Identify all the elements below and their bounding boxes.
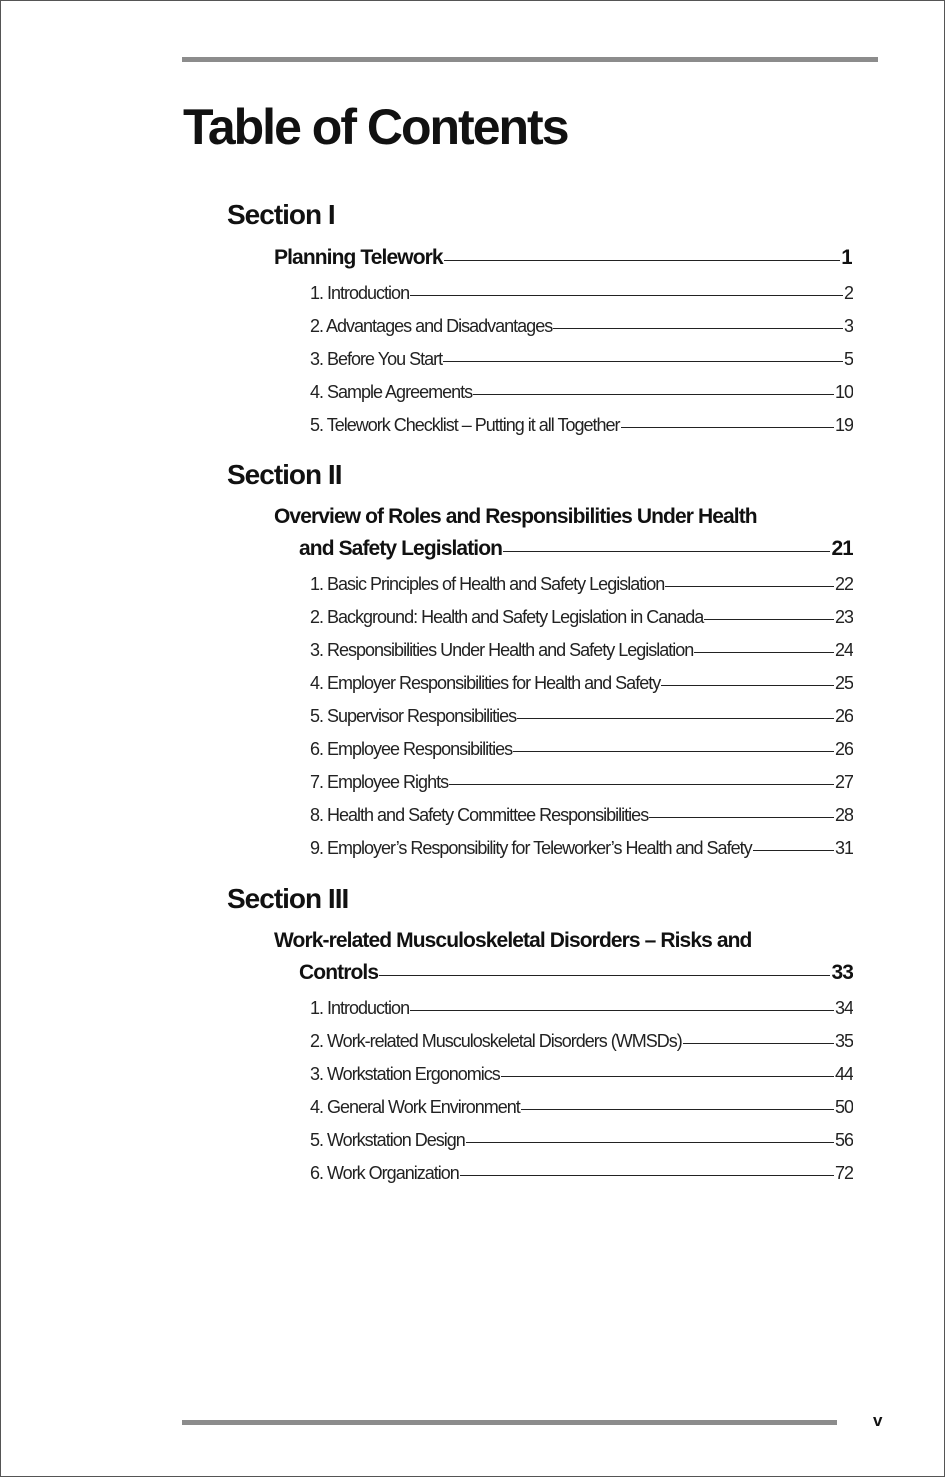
- dot-leader: [443, 361, 843, 362]
- dot-leader: [410, 295, 843, 296]
- toc-entry-label: 1. Basic Principles of Health and Safety Legislation: [310, 574, 665, 594]
- section-heading: Section II: [227, 459, 342, 490]
- toc-chapter-title: Planning Telework: [274, 246, 443, 269]
- bottom-rule: [182, 1420, 837, 1425]
- toc-entry: [310, 378, 853, 406]
- dot-leader: [521, 1109, 834, 1110]
- toc-entry-label: 5. Workstation Design: [310, 1130, 465, 1150]
- toc-page-number: 22: [834, 574, 853, 594]
- toc-entry: [310, 312, 853, 340]
- toc-entry: [310, 669, 853, 697]
- dot-leader: [444, 260, 841, 261]
- toc-entry: [310, 345, 853, 373]
- toc-page-number: 44: [834, 1064, 853, 1084]
- toc-entry-label: 4. General Work Environment: [310, 1097, 520, 1117]
- toc-chapter: [299, 534, 853, 564]
- dot-leader: [460, 1175, 834, 1176]
- toc-entry-label: 3. Responsibilities Under Health and Safety Legislation: [310, 640, 694, 660]
- dot-leader: [704, 619, 834, 620]
- toc-chapter: [299, 958, 853, 988]
- toc-page-number: 50: [834, 1097, 853, 1117]
- footer-page-number: v: [873, 1411, 883, 1430]
- toc-entry-label: 5. Telework Checklist – Putting it all Together: [310, 415, 620, 435]
- toc-entry: [310, 702, 853, 730]
- toc-entry-label: 6. Employee Responsibilities: [310, 739, 513, 759]
- toc-entry-label: 1. Introduction: [310, 283, 410, 303]
- toc-entry-label: 1. Introduction: [310, 998, 410, 1018]
- toc-entry: [310, 735, 853, 763]
- dot-leader: [553, 328, 843, 329]
- toc-page-number: 25: [834, 673, 853, 693]
- dot-leader: [449, 784, 834, 785]
- toc-entry: [310, 570, 853, 598]
- dot-leader: [513, 751, 834, 752]
- dot-leader: [649, 817, 834, 818]
- toc-page-number: 35: [834, 1031, 853, 1051]
- dot-leader: [473, 394, 834, 395]
- toc-page-number: 2: [843, 283, 853, 303]
- dot-leader: [501, 1076, 834, 1077]
- toc-entry: [310, 1060, 853, 1088]
- toc-entry-label: 3. Workstation Ergonomics: [310, 1064, 500, 1084]
- toc-chapter-title-cont: Controls: [299, 961, 379, 984]
- toc-chapter-title-cont: and Safety Legislation: [299, 537, 503, 560]
- toc-entry-label: 2. Work-related Musculoskeletal Disorders (WMSDs): [310, 1031, 682, 1051]
- toc-entry: [310, 603, 853, 631]
- dot-leader: [665, 586, 834, 587]
- toc-entry: [310, 1093, 853, 1121]
- toc-entry-label: 2. Background: Health and Safety Legislation in Canada: [310, 607, 704, 627]
- dot-leader: [503, 551, 830, 552]
- toc-page-number: 1: [841, 246, 852, 269]
- section-heading: Section I: [227, 199, 335, 230]
- toc-entry: [310, 768, 853, 796]
- toc-entry: [310, 834, 853, 862]
- toc-page-number: 5: [843, 349, 853, 369]
- dot-leader: [661, 685, 834, 686]
- toc-page-number: 27: [834, 772, 853, 792]
- toc-entry: [310, 1159, 853, 1187]
- section-heading: Section III: [227, 883, 349, 914]
- toc-page-number: 26: [834, 739, 853, 759]
- toc-entry-label: 3. Before You Start: [310, 349, 443, 369]
- dot-leader: [517, 718, 834, 719]
- dot-leader: [694, 652, 834, 653]
- toc-page-number: 28: [834, 805, 853, 825]
- top-rule: [182, 57, 878, 62]
- dot-leader: [466, 1142, 834, 1143]
- toc-chapter-title: Overview of Roles and Responsibilities Under Health: [274, 505, 757, 528]
- toc-page-number: 56: [834, 1130, 853, 1150]
- toc-page-number: 34: [834, 998, 853, 1018]
- toc-chapter-title: Work-related Musculoskeletal Disorders – Risks and: [274, 929, 752, 952]
- toc-entry-label: 6. Work Organization: [310, 1163, 459, 1183]
- toc-entry: [310, 994, 853, 1022]
- dot-leader: [683, 1043, 834, 1044]
- toc-page-number: 21: [831, 537, 853, 560]
- dot-leader: [410, 1010, 834, 1011]
- toc-page-number: 10: [834, 382, 853, 402]
- toc-entry-label: 8. Health and Safety Committee Responsibilities: [310, 805, 649, 825]
- toc-entry-label: 4. Sample Agreements: [310, 382, 473, 402]
- toc-entry-label: 9. Employer’s Responsibility for Teleworker’s Health and Safety: [310, 838, 752, 858]
- dot-leader: [379, 975, 830, 976]
- toc-entry: [310, 1126, 853, 1154]
- toc-entry: [310, 1027, 853, 1055]
- dot-leader: [753, 850, 834, 851]
- toc-entry: [310, 636, 853, 664]
- toc-entry: [310, 279, 853, 307]
- page-title: Table of Contents: [183, 99, 568, 155]
- toc-page-number: 23: [834, 607, 853, 627]
- toc-entry-label: 7. Employee Rights: [310, 772, 449, 792]
- toc-chapter: [274, 243, 852, 273]
- toc-page-number: 24: [834, 640, 853, 660]
- toc-page-number: 3: [843, 316, 853, 336]
- dot-leader: [621, 427, 834, 428]
- toc-entry: [310, 411, 853, 439]
- toc-entry-label: 2. Advantages and Disadvantages: [310, 316, 553, 336]
- toc-entry-label: 4. Employer Responsibilities for Health and Safety: [310, 673, 661, 693]
- toc-page-number: 19: [834, 415, 853, 435]
- toc-entry-label: 5. Supervisor Responsibilities: [310, 706, 517, 726]
- toc-page-number: 72: [834, 1163, 853, 1183]
- toc-page-number: 26: [834, 706, 853, 726]
- toc-page-number: 31: [834, 838, 853, 858]
- toc-page-number: 33: [831, 961, 853, 984]
- toc-entry: [310, 801, 853, 829]
